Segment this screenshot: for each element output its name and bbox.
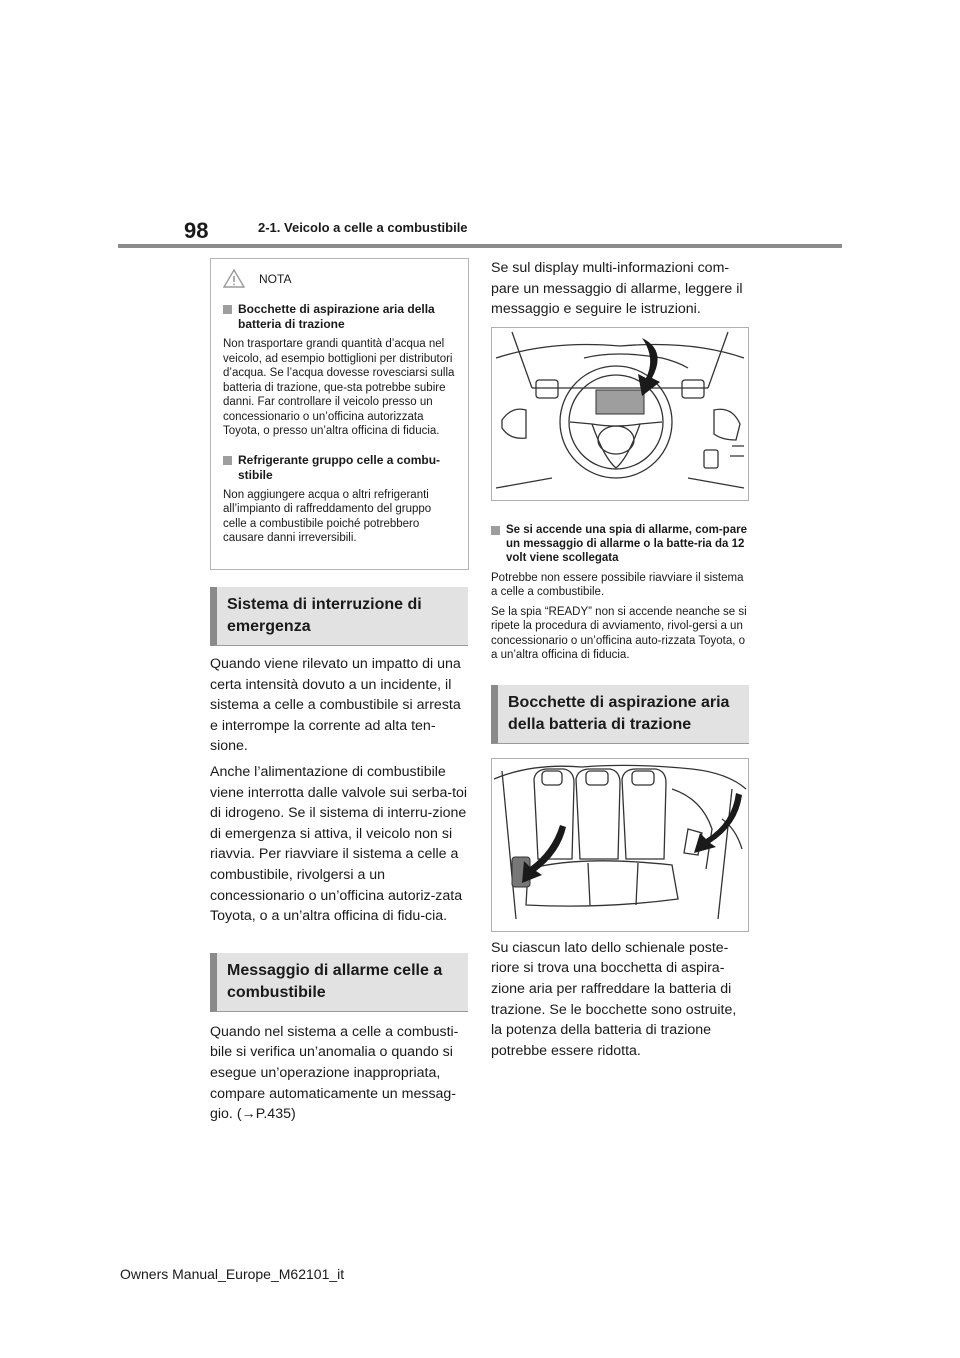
section-body (210, 1022, 470, 1125)
section-title: 2-1. Veicolo a celle a combustibile (258, 220, 468, 235)
warning-triangle-icon (223, 269, 245, 288)
header-divider (118, 244, 842, 248)
section-body (210, 654, 470, 927)
paragraph: Quando nel sistema a celle a combusti-bile si verifica un’anomalia o quando si esegue un’operazione inappropriata, compare automaticamente un messag-gio. (→P.435) (210, 1023, 459, 1123)
paragraph: Quando viene rilevato un impatto di una certa intensità dovuto a un incidente, il sistema a celle a combustibile si arresta e interrompe la corrente ad alta ten-sione. (210, 656, 461, 755)
section-body: Su ciascun lato dello schienale poste-riore si trova una bocchetta di aspira-zione aria per raffreddare la batteria di trazione. Se le bocchette sono ostruite, la potenza della batteria di trazione potrebbe essere ridotta. (491, 939, 737, 1059)
section-heading: Sistema di interruzione di emergenza (210, 587, 468, 646)
right-column (491, 258, 751, 1061)
square-bullet-icon (223, 305, 232, 314)
nota-item-title: Bocchette di aspirazione aria della batteria di trazione (223, 302, 456, 332)
note-paragraph: Potrebbe non essere possibile riavviare il sistema a celle a combustibile. (491, 571, 744, 599)
nota-item-text: Non trasportare grandi quantità d’acqua nel veicolo, ad esempio bottiglioni per distributori d’acqua. Se l’acqua dovesse rovesciarsi sulla batteria di trazione, que-sta potrebbe subire danni. Far controllare il veicolo presso un concessionario o un’officina autorizzata Toyota, o presso un’altra officina di fiducia. (223, 338, 455, 437)
section-heading: Messaggio di allarme celle a combustibile (210, 953, 468, 1012)
dashboard-drawing (492, 328, 748, 500)
note-heading: Se si accende una spia di allarme, com-pare un messaggio di allarme o la batte-ria da 12 volt viene scollegata (491, 523, 751, 565)
dashboard-illustration (491, 327, 749, 501)
nota-header (223, 269, 456, 288)
footer-title: Owners Manual_Europe_M62101_it (120, 1266, 345, 1282)
nota-item-title: Refrigerante gruppo celle a combu-stibile (223, 453, 456, 483)
nota-box (210, 258, 469, 570)
note-paragraph: Se la spia “READY” non si accende neanche se si ripete la procedura di avviamento, rivol-gersi a un concessionario o un’officina auto-rizzata Toyota, o a un’altra officina di fiducia. (491, 605, 747, 662)
nota-item-text: Non aggiungere acqua o altri refrigeranti all’impianto di raffreddamento del gruppo celle a combustibile poiché potrebbero causare danni irreversibili. (223, 488, 432, 544)
warning-intro: Se sul display multi-informazioni com-pare un messaggio di allarme, leggere il messaggio e seguire le istruzioni. (491, 260, 743, 318)
paragraph: Anche l’alimentazione di combustibile viene interrotta dalle valvole sui serba-toi di idrogeno. Se il sistema di interru-zione di emergenza si attiva, il veicolo non si riavvia. Per riavviare il sistema a celle a combustibile, rivolgersi a un concessionario o un’officina autoriz-zata Toyota, o a un’altra officina di fidu-cia. (210, 763, 468, 925)
section-heading: Bocchette di aspirazione aria della batteria di trazione (491, 685, 749, 744)
page-number: 98 (184, 218, 209, 243)
rear-seat-drawing (492, 759, 748, 931)
square-bullet-icon (223, 456, 232, 465)
left-column (210, 258, 470, 1130)
rear-seat-illustration (491, 758, 749, 932)
square-bullet-icon (491, 526, 500, 535)
nota-label: NOTA (259, 271, 292, 286)
